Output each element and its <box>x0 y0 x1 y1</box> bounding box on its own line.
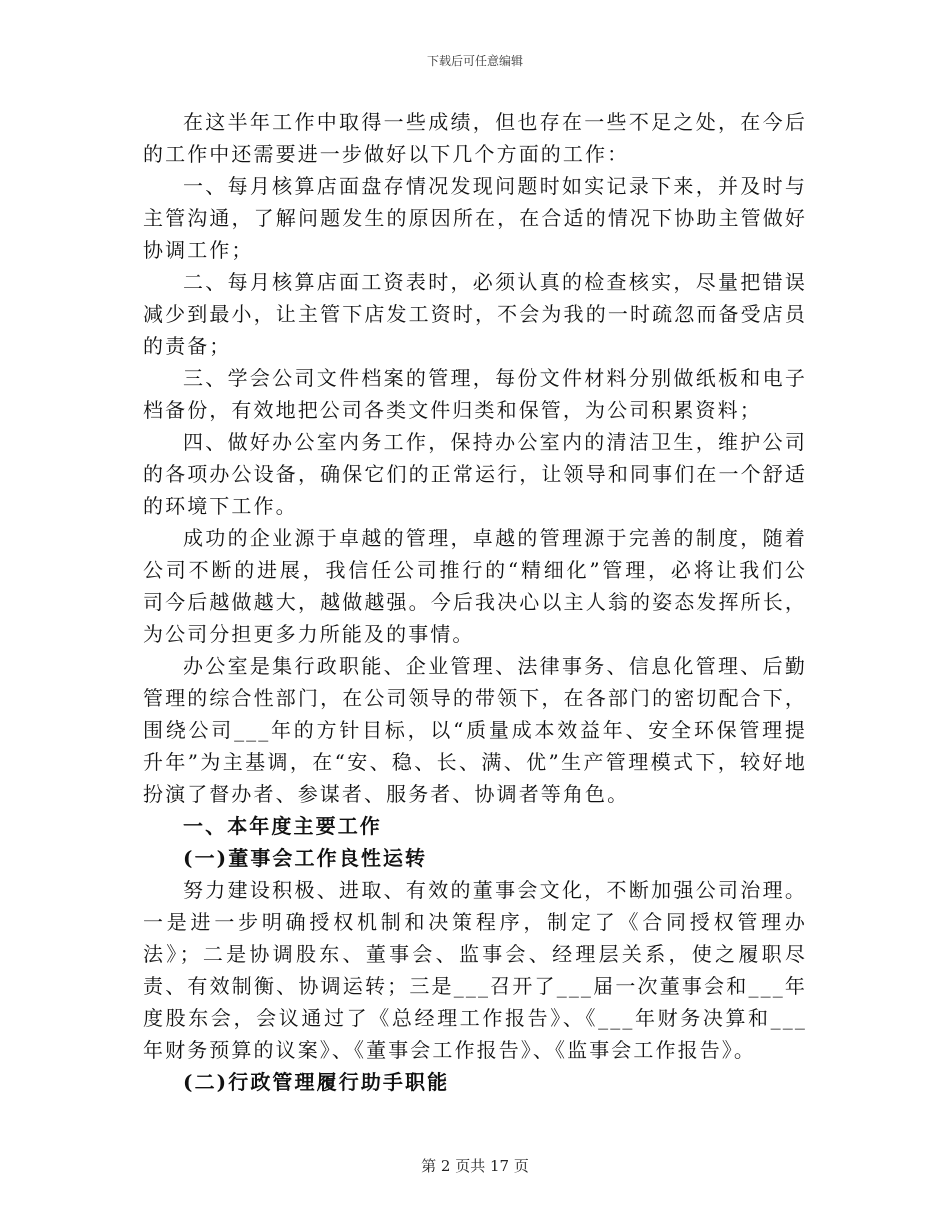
subsection-heading-2: (二)行政管理履行助手职能 <box>183 1070 450 1094</box>
paragraph-item-3: 三、学会公司文件档案的管理，每份文件材料分别做纸板和电子档备份，有效地把公司各类文件归类和保管，为公司积累资料； <box>143 366 807 422</box>
paragraph-conclusion: 成功的企业源于卓越的管理，卓越的管理源于完善的制度，随着公司不断的进展，我信任公司推行的“精细化”管理，必将让我们公司今后越做越大，越做越强。今后我决心以主人翁的姿态发挥所长，为公司分担更多力所能及的事情。 <box>143 526 807 646</box>
document-body <box>143 106 807 1098</box>
subsection-heading-1: (一)董事会工作良性运转 <box>183 846 428 870</box>
paragraph-board-work: 努力建设积极、进取、有效的董事会文化，不断加强公司治理。一是进一步明确授权机制和决策程序，制定了《合同授权管理办法》；二是协调股东、董事会、监事会、经理层关系，使之履职尽责、有效制衡、协调运转；三是___召开了___届一次董事会和___年度股东会，会议通过了《总经理工作报告》、《___年财务决算和___年财务预算的议案》、《董事会工作报告》、《监事会工作报告》。 <box>143 878 807 1062</box>
paragraph-office-overview: 办公室是集行政职能、企业管理、法律事务、信息化管理、后勤管理的综合性部门，在公司领导的带领下，在各部门的密切配合下，围绕公司___年的方针目标，以“质量成本效益年、安全环保管理提升年”为主基调，在“安、稳、长、满、优”生产管理模式下，较好地扮演了督办者、参谋者、服务者、协调者等角色。 <box>143 654 807 806</box>
paragraph-item-2: 二、每月核算店面工资表时，必须认真的检查核实，尽量把错误减少到最小，让主管下店发工资时，不会为我的一时疏忽而备受店员的责备； <box>143 270 807 358</box>
paragraph-item-1: 一、每月核算店面盘存情况发现问题时如实记录下来，并及时与主管沟通，了解问题发生的原因所在，在合适的情况下协助主管做好协调工作； <box>143 174 807 262</box>
page-header: 下载后可任意编辑 <box>426 54 523 68</box>
paragraph-intro: 在这半年工作中取得一些成绩，但也存在一些不足之处，在今后的工作中还需要进一步做好以下几个方面的工作： <box>143 110 807 166</box>
section-heading: 一、本年度主要工作 <box>183 814 382 838</box>
paragraph-item-4: 四、做好办公室内务工作，保持办公室内的清洁卫生，维护公司的各项办公设备，确保它们的正常运行，让领导和同事们在一个舒适的环境下工作。 <box>143 430 807 518</box>
page-footer: 第 2 页共 17 页 <box>421 1157 529 1175</box>
